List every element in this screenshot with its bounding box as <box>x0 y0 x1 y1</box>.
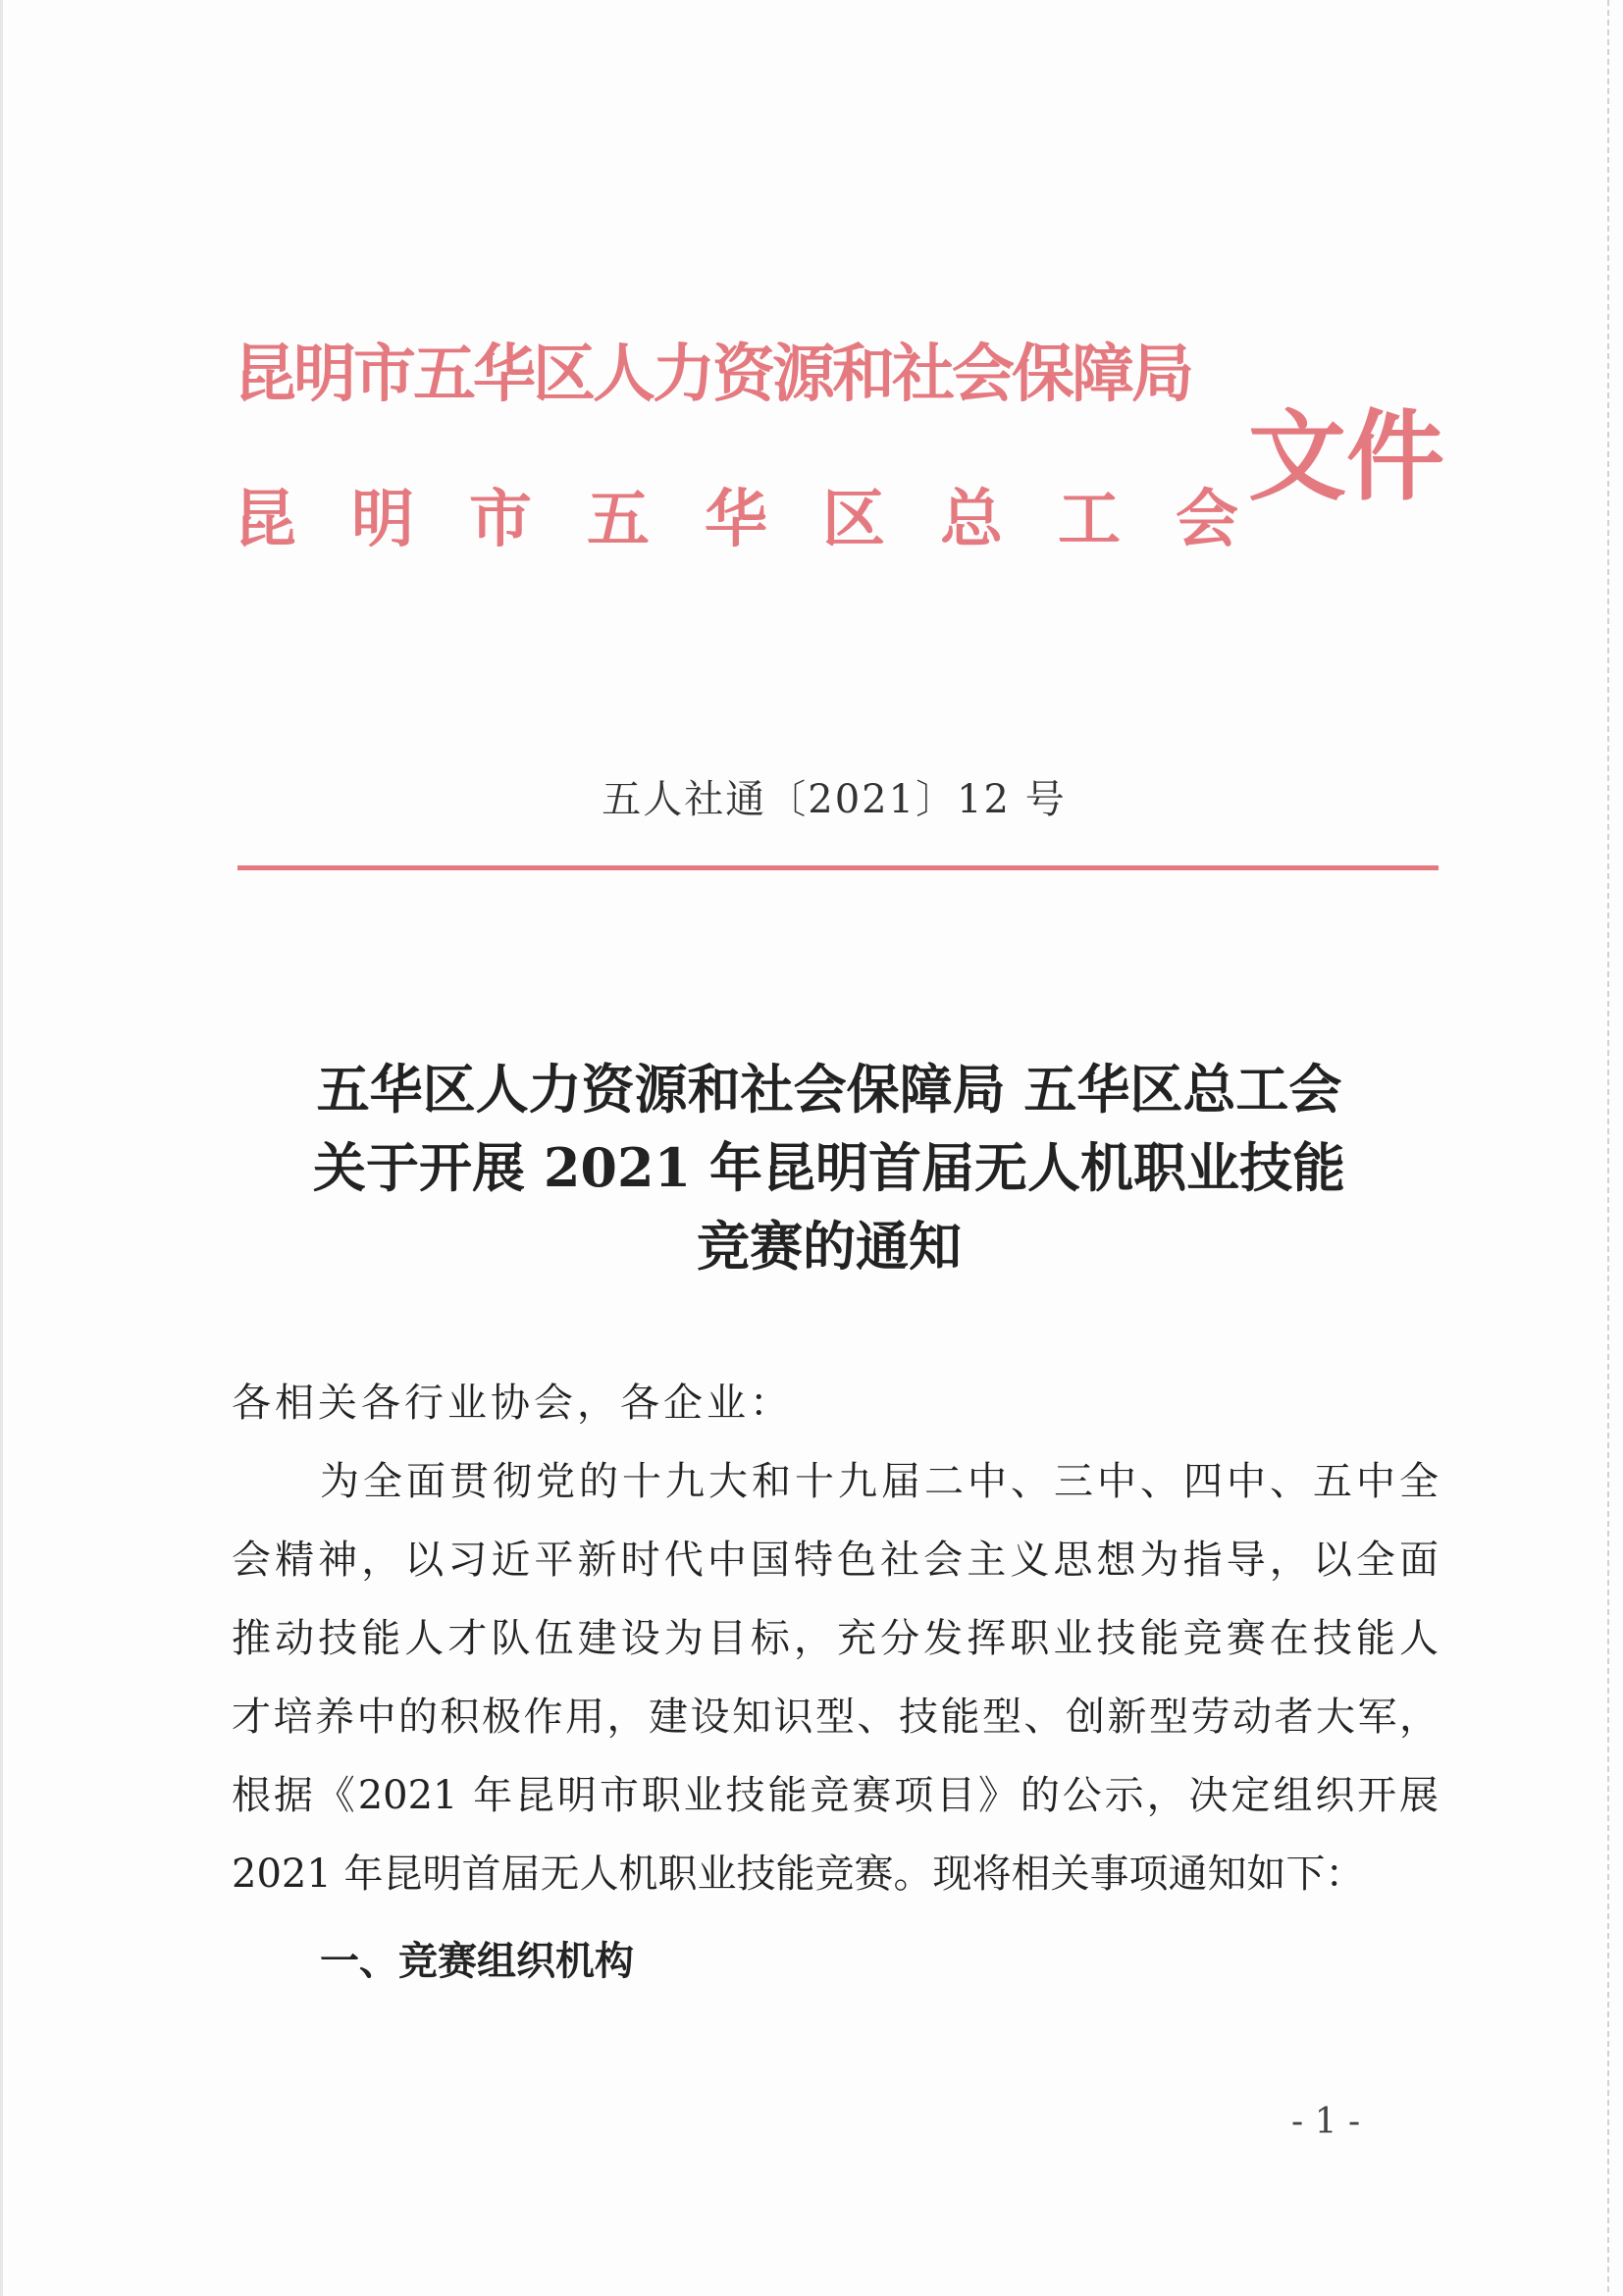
body-line-5: 根据《2021 年昆明市职业技能竞赛项目》的公示，决定组织开展 <box>232 1773 1439 1818</box>
body-line-1: 为全面贯彻党的十九大和十九届二中、三中、四中、五中全 <box>320 1459 1439 1504</box>
red-separator-line <box>237 865 1439 870</box>
body-line-4: 才培养中的积极作用，建设知识型、技能型、创新型劳动者大军， <box>232 1695 1439 1740</box>
issuing-org-line-1: 昆明市五华区人力资源和社会保障局 <box>234 339 1191 411</box>
document-title <box>0 1050 1623 1285</box>
issuing-org-line-2: 昆明市五华区总工会 <box>234 484 1293 556</box>
document-label: 文件 <box>1248 399 1444 514</box>
document-number: 五人社通〔2021〕12 号 <box>602 777 1067 822</box>
body-line-2: 会精神，以习近平新时代中国特色社会主义思想为指导，以全面 <box>232 1538 1439 1583</box>
section-heading-1: 一、竞赛组织机构 <box>320 1939 634 1984</box>
title-line-2: 关于开展 2021 年昆明首届无人机职业技能 <box>313 1136 1345 1199</box>
title-line-1: 五华区人力资源和社会保障局 五华区总工会 <box>316 1058 1342 1121</box>
body-line-3: 推动技能人才队伍建设为目标，充分发挥职业技能竞赛在技能人 <box>232 1616 1439 1661</box>
title-line-3: 竞赛的通知 <box>697 1215 962 1278</box>
body-line-6: 2021 年昆明首届无人机职业技能竞赛。现将相关事项通知如下： <box>232 1852 1365 1897</box>
page-number: - 1 - <box>1291 2102 1361 2142</box>
salutation: 各相关各行业协会，各企业： <box>232 1381 793 1426</box>
